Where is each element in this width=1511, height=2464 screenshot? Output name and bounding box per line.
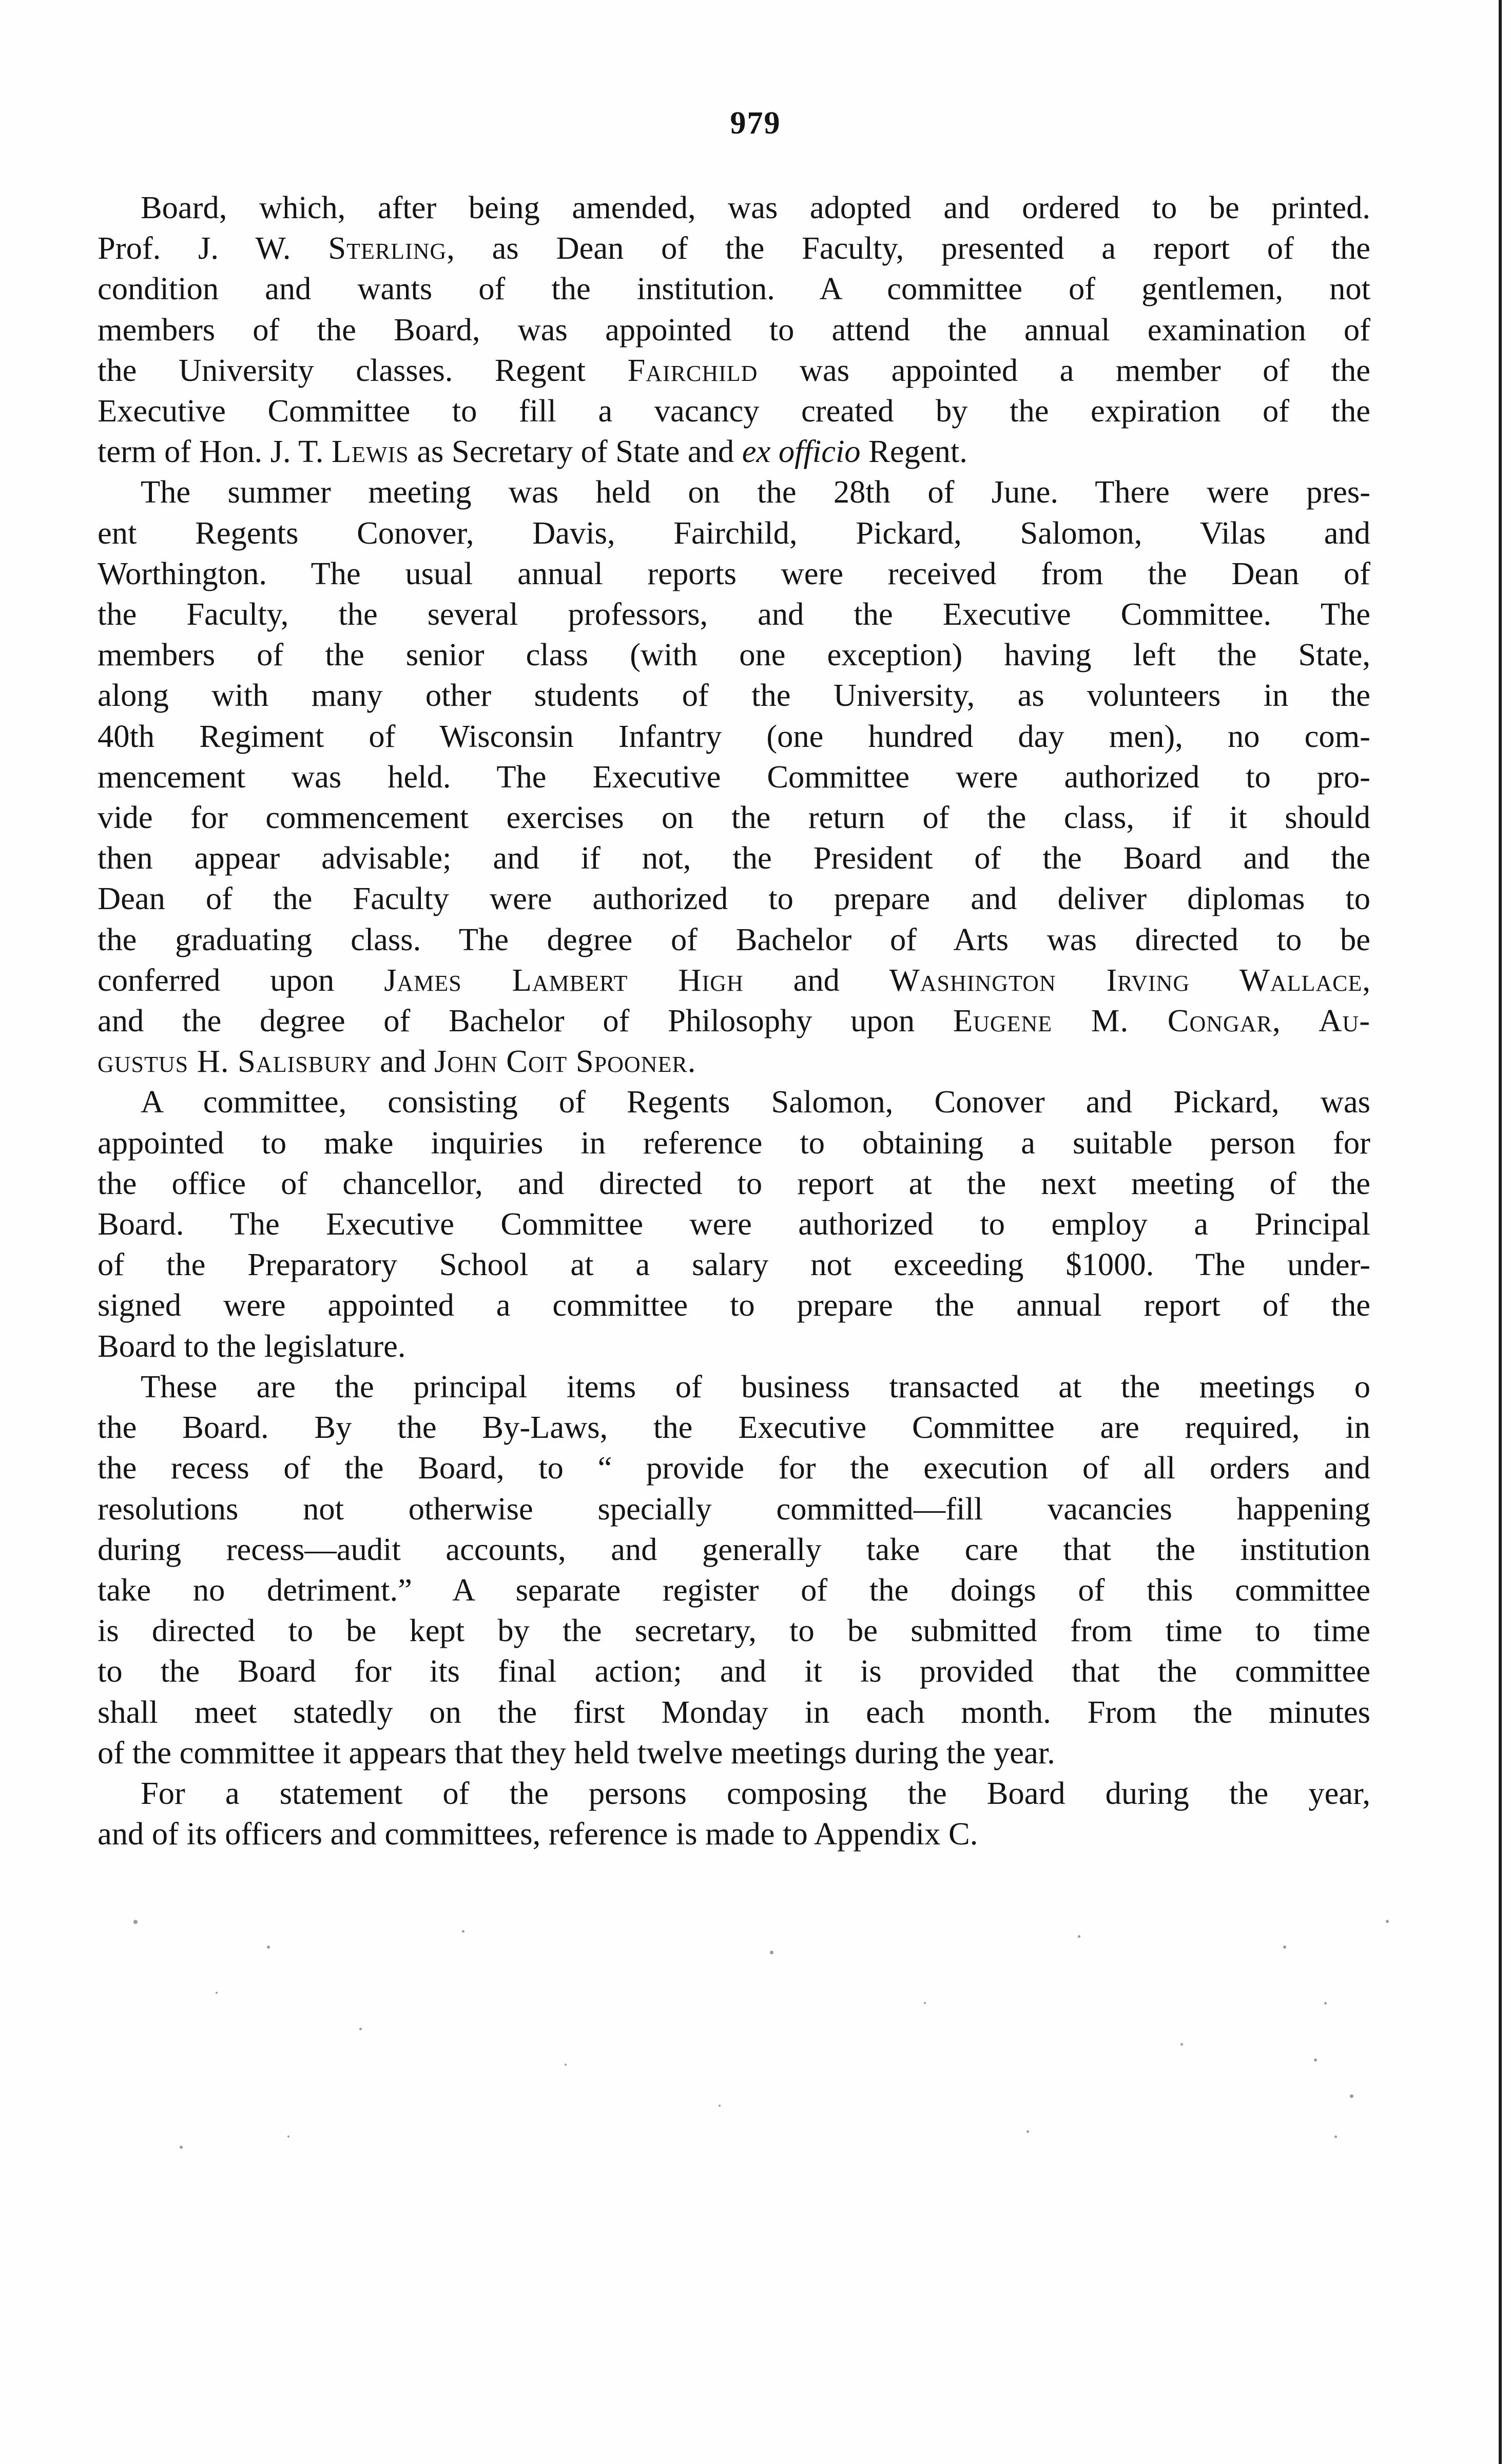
scan-speck (462, 1930, 464, 1933)
text-line (98, 431, 1370, 472)
scan-speck (1324, 2002, 1327, 2005)
text-run: the office of chancellor, and directed to report at the next meeting of the (98, 1165, 1370, 1201)
text-run: was appointed a member of the (758, 352, 1371, 388)
text-line (98, 513, 1370, 553)
text-run: of the committee it appears that they held twelve meetings during the year. (98, 1734, 1055, 1770)
scan-speck (924, 2002, 926, 2004)
text-run: . (687, 1043, 696, 1080)
text-line (98, 716, 1370, 757)
scan-speck (1026, 2130, 1029, 2133)
text-line (98, 1610, 1370, 1651)
text-run: members of the senior class (with one exception) having left the State, (98, 637, 1370, 673)
text-line (98, 391, 1370, 431)
small-caps-name: Sterling (328, 230, 447, 266)
scan-speck (1314, 2058, 1317, 2062)
text-line (98, 1163, 1370, 1204)
page-number: 979 (730, 106, 781, 141)
text-run: 40th Regiment of Wisconsin Infantry (one hundred day men), no com- (98, 718, 1370, 754)
scan-speck (267, 1946, 270, 1949)
text-line (98, 1204, 1370, 1244)
text-run: vide for commencement exercises on the return of the class, if it should (98, 799, 1370, 836)
text-line (98, 1529, 1370, 1570)
text-line (98, 1773, 1370, 1814)
scan-speck (216, 1992, 218, 1994)
scan-speck (133, 1920, 138, 1924)
scan-speck (770, 1951, 773, 1954)
text-line (98, 1326, 1370, 1366)
text-line (98, 310, 1370, 350)
scan-speck (287, 2135, 289, 2138)
text-line (98, 878, 1370, 919)
text-run: of the Preparatory School at a salary not exceeding $1000. The under- (98, 1246, 1370, 1283)
text-line (98, 268, 1370, 309)
scan-speck (1386, 1920, 1389, 1923)
text-run: as Secretary of State and (409, 433, 742, 470)
text-run: , (1362, 961, 1371, 998)
text-run: appointed to make inquiries in reference to obtaining a suitable person for (98, 1124, 1370, 1161)
text-run: Prof. J. W. (98, 230, 328, 266)
text-line (98, 1041, 1370, 1082)
text-line (98, 675, 1370, 716)
text-run: resolutions not otherwise specially committed—fill vacancies happening (98, 1490, 1370, 1527)
small-caps-name: Eugene M. Congar (953, 1003, 1272, 1039)
scan-edge-line (1499, 0, 1502, 2464)
text-run: members of the Board, was appointed to attend the annual examination of (98, 311, 1370, 348)
scan-speck (1078, 1935, 1080, 1938)
text-run: to the Board for its final action; and it is provided that the committee (98, 1653, 1370, 1689)
italic-phrase: ex officio (742, 433, 861, 470)
scan-speck (719, 2105, 721, 2107)
text-line (98, 1570, 1370, 1610)
text-run: shall meet statedly on the first Monday in each month. From the minutes (98, 1693, 1370, 1730)
text-run: the Board. By the By-Laws, the Executive Committee are required, in (98, 1409, 1370, 1446)
text-run: Dean of the Faculty were authorized to prepare and deliver diplomas to (98, 880, 1370, 917)
text-line (98, 1366, 1370, 1407)
text-run: These are the principal items of business transacted at the meetings o (141, 1368, 1370, 1404)
text-line (98, 1244, 1370, 1285)
text-run: the Faculty, the several professors, and the Executive Committee. The (98, 596, 1370, 632)
scan-speck (565, 2064, 567, 2066)
text-line (98, 1448, 1370, 1488)
paragraph (98, 1082, 1370, 1366)
text-run: Board to the legislature. (98, 1327, 406, 1364)
body-text (98, 187, 1370, 1854)
text-line (98, 1123, 1370, 1163)
text-line (98, 1732, 1370, 1773)
text-run: take no detriment.” A separate register of the doings of this committee (98, 1571, 1370, 1608)
text-run: Worthington. The usual annual reports were received from the Dean of (98, 555, 1370, 591)
text-run: A committee, consisting of Regents Salomon, Conover and Pickard, was (141, 1084, 1370, 1120)
text-run: The summer meeting was held on the 28th of June. There were pres- (141, 474, 1370, 510)
text-run: signed were appointed a committee to prepare the annual report of the (98, 1287, 1370, 1323)
text-run: and (372, 1043, 435, 1080)
text-run: during recess—audit accounts, and generally take care that the institution (98, 1531, 1370, 1567)
text-run: Board, which, after being amended, was adopted and ordered to be printed. (141, 189, 1370, 225)
text-line (98, 1407, 1370, 1448)
text-run: and of its officers and committees, reference is made to Appendix C. (98, 1816, 978, 1852)
scan-speck (180, 2146, 183, 2149)
text-line (98, 350, 1370, 391)
text-run: Regent. (860, 433, 967, 470)
text-line (98, 228, 1370, 268)
text-line (98, 1000, 1370, 1041)
text-run: ent Regents Conover, Davis, Fairchild, Pickard, Salomon, Vilas and (98, 514, 1370, 551)
text-run: , as Dean of the Faculty, presented a report of the (447, 230, 1370, 266)
paragraph (98, 1773, 1370, 1854)
small-caps-name: John Coit Spooner (434, 1043, 688, 1080)
text-line (98, 594, 1370, 634)
text-run: then appear advisable; and if not, the President of the Board and the (98, 840, 1370, 876)
paragraph (98, 187, 1370, 472)
text-line (98, 1082, 1370, 1122)
paragraph (98, 472, 1370, 1082)
text-run: and the degree of Bachelor of Philosophy upon (98, 1003, 953, 1039)
text-line (98, 1489, 1370, 1529)
text-run: For a statement of the persons composing the Board during the year, (141, 1775, 1370, 1811)
scan-speck (1180, 2043, 1183, 2046)
text-run: along with many other students of the University, as volunteers in the (98, 677, 1370, 714)
text-line (98, 797, 1370, 838)
text-line (98, 960, 1370, 1000)
small-caps-name: Lewis (331, 433, 409, 470)
small-caps-name: gustus H. Salisbury (98, 1043, 372, 1080)
text-run: conferred upon (98, 961, 384, 998)
text-line (98, 472, 1370, 512)
text-run: mencement was held. The Executive Committee were authorized to pro- (98, 758, 1370, 795)
text-line (98, 1285, 1370, 1325)
text-run: Executive Committee to fill a vacancy created by the expiration of the (98, 393, 1370, 429)
paragraph (98, 1366, 1370, 1773)
text-line (98, 1692, 1370, 1732)
text-line (98, 187, 1370, 228)
text-run: condition and wants of the institution. A committee of gentlemen, not (98, 271, 1370, 307)
scan-speck (1334, 2135, 1337, 2138)
text-run: the University classes. Regent (98, 352, 628, 388)
scan-speck (1283, 1946, 1286, 1949)
small-caps-name: Washington Irving Wallace (889, 961, 1363, 998)
text-line (98, 553, 1370, 594)
text-run: is directed to be kept by the secretary, to be submitted from time to time (98, 1612, 1370, 1649)
text-run: Board. The Executive Committee were authorized to employ a Principal (98, 1206, 1370, 1242)
text-line (98, 1651, 1370, 1691)
text-run: , (1272, 1003, 1319, 1039)
text-run: term of Hon. J. T. (98, 433, 332, 470)
text-line (98, 634, 1370, 675)
text-run: and (743, 961, 889, 998)
small-caps-name: Fairchild (627, 352, 758, 388)
small-caps-name: James Lambert High (384, 961, 744, 998)
text-line (98, 757, 1370, 797)
scan-speck (1350, 2094, 1353, 2098)
scan-speck (359, 2028, 362, 2030)
text-run: the graduating class. The degree of Bachelor of Arts was directed to be (98, 921, 1370, 957)
text-line (98, 838, 1370, 878)
small-caps-name: Au- (1319, 1003, 1371, 1039)
text-line (98, 1814, 1370, 1854)
text-line (98, 919, 1370, 960)
text-run: the recess of the Board, to “ provide for the execution of all orders and (98, 1450, 1370, 1486)
